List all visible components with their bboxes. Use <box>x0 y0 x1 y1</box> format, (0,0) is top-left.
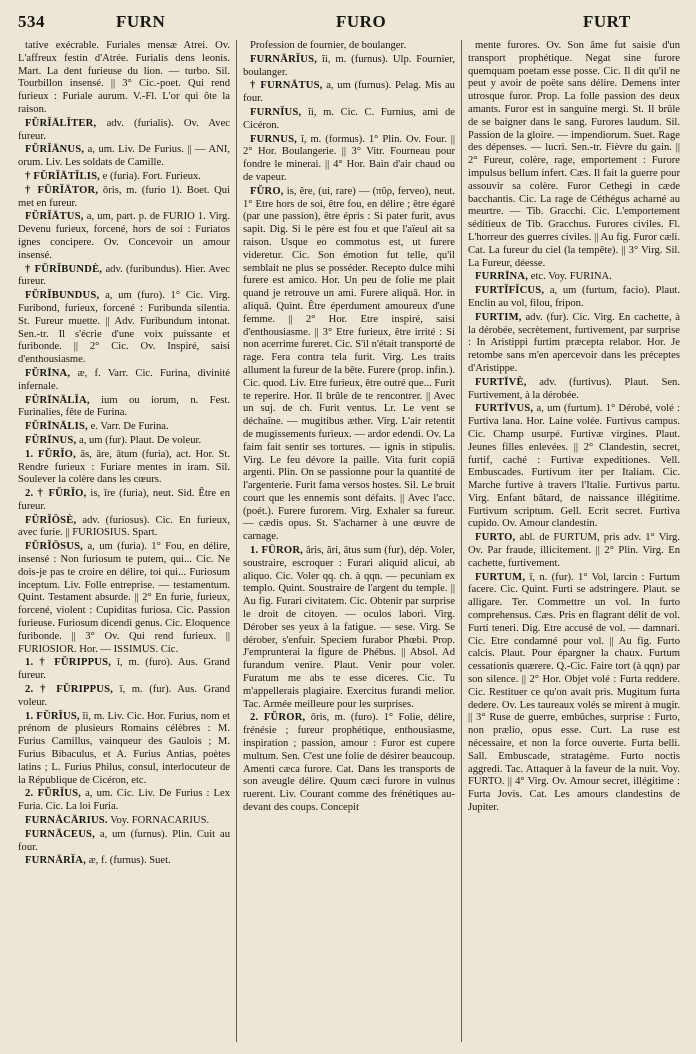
entry-text: adv. (fur). Cic. Virg. En cachette, à la dérobée, secrètement, furtivement, par surprise : In Aristippi furtim præcepta relabor. Hor. Je retombe sans m'en apercevoir dans les préceptes d'Aristippe. <box>468 311 681 374</box>
entry-headword: FURRĪNA, <box>475 271 529 283</box>
entry-text: a, um, part. p. de FURIO 1. Virg. Devenu furieux, forcené, hors de soi : Furiatos ignes concipere. Ov. Concevoir un amour insensé. <box>18 211 230 261</box>
entry-headword: FŬRĪNĀLĬA, <box>25 394 90 406</box>
entry-text: æ, f. (furnus). Suet. <box>88 855 171 867</box>
dictionary-entry <box>18 40 230 117</box>
entry-text: etc. Voy. FURINA. <box>530 271 612 283</box>
dictionary-entry <box>18 421 230 434</box>
dictionary-entry <box>18 829 230 855</box>
dictionary-entry <box>18 684 230 710</box>
entry-headword: FURTUM, <box>475 571 526 583</box>
entry-text: ās, āre, ātum (furia), act. Hor. St. Rendre furieux : Furiare mentes in iram. Sil. Soulever la colère dans les cœurs. <box>18 448 230 486</box>
dictionary-entry <box>18 657 230 683</box>
column-left <box>12 40 236 1042</box>
entry-text: a, um (fur). Plaut. De voleur. <box>79 434 202 446</box>
dictionary-entry <box>18 515 230 541</box>
center-running-head: FURO <box>336 12 387 31</box>
entry-headword: FURTĪVUS, <box>475 403 534 415</box>
entry-text: adv. (furibundus). Hier. Avec fureur. <box>18 263 230 288</box>
entry-text: āris, ări, ātus sum (fur), dép. Voler, soustraire, escroquer : Furari aliquid alicui, ab aliquo. Cic. Voler qq. ch. à qqn. — pecuniam ex templo. Quint. Soustraire de l'argent du temple. || Au fig. Furari civitatem. Cic. Obtenir par surprise le droit de citoyen. — oculos labori. Virg. Dérober ses yeux à la fatigue. — sese. Virg. Se dérober, s'enfuir. Speciem furabor Phœbi. Prop. J'emprunterai la figure de Phébus. || Absol. Ad furandum venire. Plaut. Venir pour voler. Furatum me abs te esse diceres. Cic. Tu m'appellerais plagiaire. Exercitus furandi melior. Tac. Armée meilleure pour les surprises. <box>243 545 455 710</box>
dictionary-entry <box>468 403 680 531</box>
entry-text: a, um (furnus). Plin. Cuit au four. <box>18 828 231 853</box>
entry-text: ī, m. (fur). Aus. Grand voleur. <box>18 684 230 708</box>
entry-headword: 1. FŪROR, <box>250 545 304 557</box>
entry-headword: FŬRĬBUNDUS, <box>25 290 100 302</box>
entry-headword: FŬRĬĀLĬTER, <box>25 117 97 129</box>
entry-headword: FŬRĬĀTUS, <box>25 211 84 223</box>
entry-headword: 1. † FŬRIPPUS, <box>25 657 112 669</box>
dictionary-entry <box>18 449 230 487</box>
entry-text: mente furores. Ov. Son âme fut saisie d'un transport prophétique. Negat sine furore quemquam poetam esse posse. Cic. Il dit qu'il ne peut y avoir de poëte sans délire. Demens inter utrosque furor. Prop. La folle passion des deux amants. Furor est in sanguine mergi. St. Il brûle de se baigner dans le sang. Furores laudum. Sil. Passion de la gloire. — impendiorum. Suet. Rage des dépenses. — lucri. Sen.-tr. Fièvre du gain. || 2° Fureur, colère, rage, emportement : Furore impulsus bellum infert. Cæs. Il fait la guerre pour assouvir sa colère. Furor Cethegi in cæde bacchantis. Cic. La rage de Céthégus acharné au meurtre. — Tib. Gracchi. Cic. L'emportement séditieux de Tib. Gracchus. Furores civiles. Fl. L'horreur des guerres civiles. || Au fig. Furor cæli. Cat. La fureur du ciel (la tempête). || 3° Virg. Sil. La Fureur, déesse. <box>468 40 680 269</box>
dictionary-entry <box>18 171 230 184</box>
entry-text: is, īre (furia), neut. Sid. Être en fureur. <box>18 488 230 512</box>
page-number: 534 <box>18 12 45 31</box>
entry-text: adv. (furialis). Ov. Avec fureur. <box>18 117 230 142</box>
dictionary-entry <box>468 572 680 815</box>
entry-text: ĭi, m. (furnus). Ulp. Fournier, boulanger. <box>243 53 455 78</box>
entry-headword: FURTĬFĬCUS, <box>475 285 545 297</box>
entry-headword: FURNĀCĀRIUS. <box>25 815 108 827</box>
entry-headword: 2. FŬRĬUS, <box>25 788 82 800</box>
entry-headword: FŬRĪNA, <box>25 367 71 379</box>
entry-headword: 2. FŬROR, <box>250 712 306 724</box>
entry-text: a, um (furia). 1° Fou, en délire, insensé : Non furiosum te putem, qui... Cic. Ne dois-je pas te croire en délire, toi qui... Furiosum inceptum. Liv. Folle entreprise. — testamentum. Quint. Testament absurde. || 2° En furie, furieux, forcené, violent : Cupiditas furiosa. Cic. Passion furieuse. Furiosum dicendi genus. Cic. Eloquence furibonde. || 3° Ov. Qui rend furieux. || FURIOSIOR. Hor. — ISSIMUS. Cic. <box>18 541 230 655</box>
dictionary-entry <box>18 368 230 394</box>
entry-text: Voy. FORNACARIUS. <box>110 815 210 827</box>
entry-headword: † FŬRĬBUNDÈ, <box>25 263 103 275</box>
dictionary-entry <box>468 40 680 270</box>
entry-headword: FURTIM, <box>475 311 522 323</box>
dictionary-entry <box>243 80 455 106</box>
column-middle <box>236 40 461 1042</box>
dictionary-entry <box>18 488 230 514</box>
column-right <box>461 40 686 1042</box>
dictionary-entry <box>243 545 455 711</box>
entry-headword: FURNĀCEUS, <box>25 828 95 840</box>
dictionary-entry <box>18 185 230 211</box>
dictionary-entry <box>18 211 230 262</box>
dictionary-columns <box>12 40 686 1042</box>
entry-headword: † FŬRĬĀTĬLIS, <box>25 170 101 182</box>
dictionary-entry <box>243 134 455 185</box>
dictionary-entry <box>243 107 455 133</box>
entry-text: a, um (furo). 1° Cic. Virg. Furibond, furieux, forcené : Furibunda silentia. St. Fureur muette. || Adv. Furibundum intonat. Sen.-tr. Il s'écrie d'une voix puissante et furibonde. || 2° Cic. Ov. Inspiré, saisi d'enthousiasme. <box>18 290 230 366</box>
entry-headword: FŬRO, <box>250 185 284 197</box>
left-running-head: FURN <box>116 12 166 31</box>
entry-text: is, ĕre, (ui, rare) — (πῦρ, ferveo), neut. 1° Etre hors de soi, être fou, en délire ; être égaré (par une passion), être épris : Si pater furit, avus sapit. Dig. Si le père est fou et que l'aïeul ait sa raison. Usque eo commotus est, ut furere videretur. Cic. Son émotion fut telle, qu'il semblait ne plus se posséder. Recepto dulce mihi furere est amico. Hor. Un peu de folie me plait quand je retrouve un ami. Furere aliquā. Hor. in aliquā. Quint. Être éperdument amoureux d'une femme. || 2° Hor. Etre inspiré, saisi d'enthousiasme. || 3° Etre furieux, être irrité : Si non acerrime fureret. Cic. S'il n'était transporté de rage. Fera contra tela furit. Virg. Les traits allument la fureur de la bête. Furere (prop. infin.). Cic. quod. Liv. Etre furieux, être outré que... Furit te reperire. Hor. Il brûle de te rencontrer. || Avec un suj. de ch. Furit ventus. Lr. Le vent se déchaîne. — mugitibus æther. Virg. L'air retentit de mugissements furieux. — ardor edendi. Ov. La faim fait sentir ses tortures. — ignis in stipulis. Virg. Le feu dévore la paille. Vita furit copiā argenti. Plin. On se passionne pour la quantité de l'argenterie. Furit fama versos hostes. Sil. Le bruit court que les ennemis sont défaits. || Avec l'acc. (poét.). Furere furorem. Virg. Exhaler sa fureur. — cædis opus. St. S'acharner à une œuvre de carnage. <box>243 185 455 543</box>
entry-text: ĭi, m. Liv. Cic. Hor. Furius, nom et prénom de plusieurs Romains célèbres : M. Furius Camillus, vainqueur des Gaulois ; M. Furius Bibaculus, et A. Furius Antias, poètes latins ; L. Furius Philus, consul, interlocuteur de la République de Cicéron, etc. <box>18 710 230 786</box>
dictionary-entry <box>18 815 230 828</box>
entry-headword: FURNĬUS, <box>250 106 302 118</box>
dictionary-entry <box>243 54 455 80</box>
entry-text: ī, m. (formus). 1° Plin. Ov. Four. || 2° Hor. Boulangerie. || 3° Vitr. Fourneau pour fondre le minerai. || 4° Hor. Bain d'air chaud ou de vapeur. <box>243 133 456 183</box>
entry-text: abl. de FURTUM, pris adv. 1° Virg. Ov. Par fraude, illicitement. || 2° Plin. Virg. En cachette, furtivement. <box>468 532 680 569</box>
entry-text: ĭi, m. Cic. C. Furnius, ami de Cicéron. <box>243 106 455 131</box>
entry-text: ōris, m. (furio 1). Boet. Qui met en fureur. <box>18 184 230 209</box>
dictionary-entry <box>468 271 680 284</box>
dictionary-entry <box>18 395 230 421</box>
dictionary-entry <box>18 435 230 448</box>
entry-headword: FURNĀRĬUS, <box>250 53 318 65</box>
entry-text: adv. (furtivus). Plaut. Sen. Furtivement, à la dérobée. <box>468 376 680 401</box>
entry-text: adv. (furiosus). Cic. En furieux, avec furie. || FURIOSIUS. Spart. <box>18 514 230 539</box>
entry-text: Profession de fournier, de boulanger. <box>250 40 407 51</box>
dictionary-entry <box>243 40 455 53</box>
entry-headword: FURNUS, <box>250 133 298 145</box>
entry-text: tative exécrable. Furiales mensæ Atrei. Ov. L'affreux festin d'Atrée. Furialis dens leonis. Mart. La dent furieuse du lion. — turbo. Sil. Tourbillon insensé. || 3° Cic.-poet. Qui rend furieux : Furiale aurum. V.-Fl. L'or qui ôte la raison. <box>18 40 230 115</box>
entry-headword: FŬRĪNUS, <box>25 434 77 446</box>
dictionary-entry <box>18 290 230 367</box>
entry-headword: FURNĀRĬA, <box>25 855 86 867</box>
entry-text: e. Varr. De Furina. <box>90 421 169 433</box>
dictionary-entry <box>18 711 230 788</box>
entry-text: æ, f. Varr. Cic. Furina, divinité infernale. <box>18 367 230 392</box>
entry-text: ī, n. (fur). 1° Vol, larcin : Furtum facere. Cic. Quint. Furti se adstringere. Plaut. se alligare. Ter. Commettre un vol. In furto comprehensus. Cæs. Pris en flagrant délit de vol. Furti teneri. Dig. Etre accusé de vol. — damnari. Cic. Etre condamné pour vol. || Au fig. Furto calcis. Plaut. Pour épargner la chaux. Furtum cessationis quærere. Q.-Cic. Faire tort (à qqn) par son silence. || 2° Hor. Objet volé : Furta reddere. Cic. Restituer ce qu'on avait pris. Mugitum furta dedere. Ov. Les taureaux volés se mirent à mugir. || 3° Ruse de guerre, embûches, surprise : Furto, non prælio, opus esse. Curt. La ruse est nécessaire, et non la force ouverte. Furta belli. Sall. Embuscade, stratagème. Furto noctis aggredi. Tac. Attaquer à la faveur de la nuit. Voy. FURTO. || 4° Virg. Ov. Amour secret, illégitime : Furta Jovis. Cat. Les amours clandestins de Jupiter. <box>468 571 680 814</box>
dictionary-entry <box>468 532 680 570</box>
entry-text: a, um. Liv. De Furius. || — ANI, orum. Liv. Les soldats de Camille. <box>18 144 230 169</box>
entry-headword: 1. FŬRĬO, <box>25 448 76 460</box>
entry-headword: FŬRĬŌSUS, <box>25 541 84 553</box>
page-header <box>18 8 682 34</box>
dictionary-entry <box>243 712 455 814</box>
right-running-head: FURT <box>583 12 631 31</box>
entry-headword: 1. FŬRĬUS, <box>25 710 80 722</box>
dictionary-entry <box>18 788 230 814</box>
entry-text: a, um (furtum, facio). Plaut. Enclin au vol, filou, fripon. <box>468 285 680 309</box>
entry-headword: 2. † FŬRĬO, <box>25 488 87 500</box>
entry-headword: FŬRĬĀNUS, <box>25 144 85 156</box>
entry-headword: FŬRĬŌSÈ, <box>25 514 77 526</box>
entry-headword: FŬRĪNĀLIS, <box>25 421 88 433</box>
dictionary-entry <box>18 144 230 170</box>
dictionary-entry <box>18 541 230 656</box>
dictionary-entry <box>18 855 230 868</box>
dictionary-entry <box>468 377 680 403</box>
entry-text: a, um (furnus). Pelag. Mis au four. <box>243 80 455 105</box>
entry-text: ium ou iorum, n. Fest. Furinalies, fête de Furina. <box>18 394 230 419</box>
entry-headword: 2. † FŬRIPPUS, <box>25 684 114 696</box>
entry-headword: † FŬRĬĀTOR, <box>25 184 99 196</box>
dictionary-entry <box>18 264 230 290</box>
dictionary-entry <box>18 118 230 144</box>
dictionary-entry <box>468 285 680 311</box>
entry-text: ī, m. (furo). Aus. Grand fureur. <box>18 657 230 682</box>
entry-headword: FURTO, <box>475 532 516 544</box>
entry-text: e (furia). Fort. Furieux. <box>102 170 201 182</box>
entry-text: a, um. Cic. Liv. De Furius : Lex Furia. Cic. La loi Furia. <box>18 788 230 813</box>
entry-text: a, um (furtum). 1° Dérobé, volé : Furtiva lana. Hor. Laine volée. Furtivus campus. Cic. Champ usurpé. Furtivæ virgines. Plaut. Jeunes filles enlevées. || 2° Clandestin, secret, furtif, caché : Furtivæ expeditiones. Vell. Embuscades. Furtivum iter per Italiam. Cic. Marche furtive à travers l'Italie. Furtivus partu. Virg. Enfant bâtard, de naissance illégitime. Furtivum scriptum. Gell. Ecrit secret. Furtiva cupido. Ov. Amour clandestin. <box>468 403 680 530</box>
dictionary-entry <box>243 186 455 544</box>
dictionary-entry <box>468 312 680 376</box>
entry-text: ōris, m. (furo). 1° Folie, délire, frénésie ; fureur prophétique, enthousiasme, inspiration ; passion, amour : Furor est cupere multum. Sen. C'est une folie de désirer beaucoup. Amenti cæca furore. Cat. Dans les transports de son aveugle délire. Quum cæci furore in vulnus ruerent. Liv. Courant comme des frénétiques au-devant des coups. Concepit <box>243 712 455 814</box>
entry-headword: FURTĪVÈ, <box>475 376 527 388</box>
entry-headword: † FURNĀTUS, <box>250 80 323 92</box>
